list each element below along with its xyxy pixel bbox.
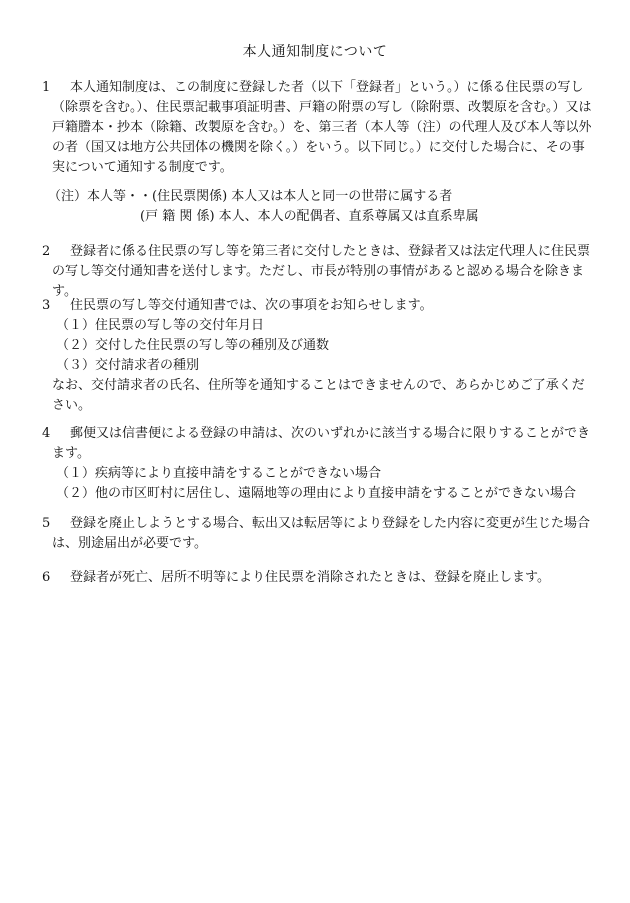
note-line-2: (戸 籍 関 係) 本人、本人の配偶者、直系尊属又は直系卑属 <box>140 209 479 224</box>
list-item: （２）他の市区町村に居住し、遠隔地等の理由により直接申請をすることができない場合 <box>56 486 577 501</box>
section-number: 5 <box>42 516 51 531</box>
note-line-1: （注）本人等・・(住民票関係) 本人又は本人と同一の世帯に属する者 <box>48 189 453 204</box>
section-number: 1 <box>42 80 51 95</box>
section-text: 本人通知制度は、この制度に登録した者（以下「登録者」という。）に係る住民票の写し（除票を含む。）、住民票記載事項証明書、戸籍の附票の写し（除附票、改製原を含む。）又は戸籍謄本・抄本（除籍、改製原を含む。）を、第三者（本人等（注）の代理人及び本人等以外の者（国又は地方公共団体の機関を除く。）をいう。以下同じ。）に交付した場合に、その事実について通知する制度です。 <box>52 80 592 175</box>
section-6 <box>42 568 594 588</box>
section-text: 登録者に係る住民票の写し等を第三者に交付したときは、登録者又は法定代理人に住民票の写し等交付通知書を送付します。ただし、市長が特別の事情があると認める場合を除きます。 <box>52 244 591 299</box>
section-5 <box>42 514 594 554</box>
section-number: 6 <box>42 570 51 585</box>
section-text: 住民票の写し等交付通知書では、次の事項をお知らせします。 <box>70 298 433 313</box>
section-2 <box>42 242 594 302</box>
section-number: 2 <box>42 244 51 259</box>
section-number: 4 <box>42 426 51 441</box>
section-text: 郵便又は信書便による登録の申請は、次のいずれかに該当する場合に限りすることができます。 <box>52 426 591 461</box>
page-title: 本人通知制度について <box>242 44 388 60</box>
section-text: 登録者が死亡、居所不明等により住民票を消除されたときは、登録を廃止します。 <box>70 570 550 585</box>
section-1 <box>42 78 594 178</box>
list-item: （１）疾病等により直接申請をすることができない場合 <box>56 466 382 481</box>
section-text: 登録を廃止しようとする場合、転出又は転居等により登録をした内容に変更が生じた場合は、別途届出が必要です。 <box>52 516 591 551</box>
list-item: （１）住民票の写し等の交付年月日 <box>56 318 265 333</box>
section-3 <box>42 296 594 416</box>
section-note: なお、交付請求者の氏名、住所等を通知することはできませんので、あらかじめご了承ください。 <box>52 378 585 413</box>
section-4 <box>42 424 594 504</box>
section-number: 3 <box>42 298 51 313</box>
list-item: （３）交付請求者の種別 <box>56 358 200 373</box>
list-item: （２）交付した住民票の写し等の種別及び通数 <box>56 338 330 353</box>
